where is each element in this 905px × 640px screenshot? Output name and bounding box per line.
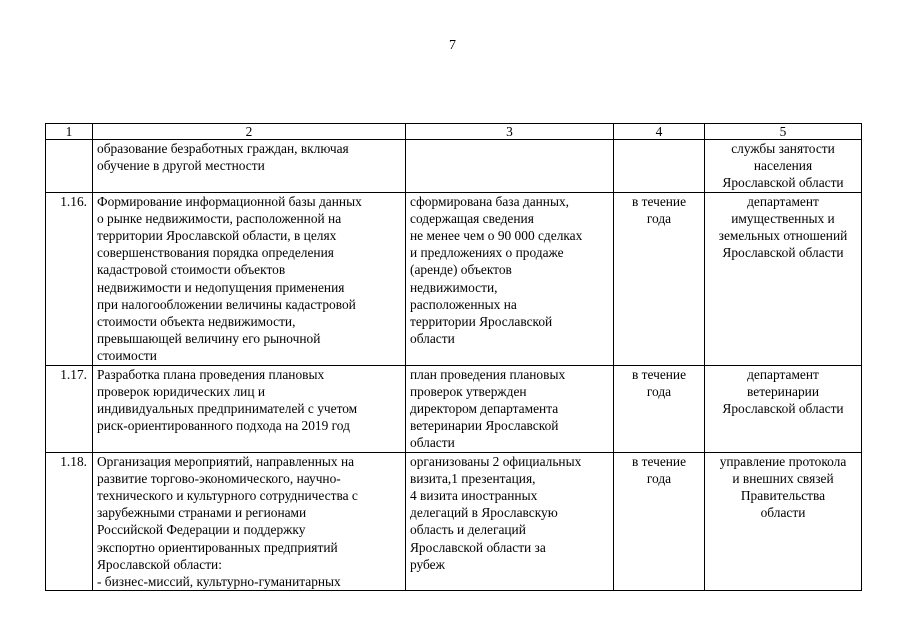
- term-cell: [614, 140, 705, 193]
- text-line: о рынке недвижимости, расположенной на: [97, 210, 342, 226]
- text-line: риск-ориентированного подхода на 2019 год: [97, 418, 350, 434]
- text-line: сформирована база данных,: [410, 193, 570, 209]
- text-line: области: [410, 435, 455, 451]
- text-line: Ярославской области: [722, 175, 844, 191]
- header-cell: 4: [614, 124, 705, 140]
- text-line: экспортно ориентированных предприятий: [97, 539, 338, 555]
- header-cell: 1: [46, 124, 93, 140]
- text-line: (аренде) объектов: [410, 262, 512, 278]
- text-line: Ярославской области: [722, 401, 844, 417]
- text-line: Формирование информационной базы данных: [97, 193, 362, 209]
- text-line: территории Ярославской: [410, 314, 553, 330]
- text-line: года: [646, 470, 672, 486]
- term-cell: [614, 452, 705, 591]
- text-line: технического и культурного сотрудничества с: [97, 488, 358, 504]
- text-line: стоимости объекта недвижимости,: [97, 314, 296, 330]
- text-line: индивидуальных предпринимателей с учетом: [97, 401, 358, 417]
- text-line: области: [410, 331, 455, 347]
- measure-name-cell: [93, 365, 406, 452]
- text-line: Организация мероприятий, направленных на: [97, 453, 355, 469]
- responsible-cell: [705, 452, 862, 591]
- text-line: Ярославской области:: [97, 556, 222, 572]
- text-line: проверок утвержден: [410, 383, 527, 399]
- text-line: зарубежными странами и регионами: [97, 505, 307, 521]
- table-row: [46, 452, 862, 591]
- text-line: управление протокола: [719, 453, 847, 469]
- text-line: департамент: [747, 193, 819, 209]
- text-line: года: [646, 383, 672, 399]
- header-cell: 3: [406, 124, 614, 140]
- row-number: 1.17.: [46, 365, 93, 452]
- result-cell: [406, 140, 614, 193]
- table-header-row: [46, 124, 862, 140]
- responsible-cell: [705, 140, 862, 193]
- text-line: Российской Федерации и поддержку: [97, 522, 306, 538]
- text-line: область и делегаций: [410, 522, 526, 538]
- text-line: ветеринарии Ярославской: [410, 418, 559, 434]
- text-line: рубеж: [410, 556, 445, 572]
- responsible-cell: [705, 365, 862, 452]
- text-line: обучение в другой местности: [97, 158, 265, 174]
- text-line: организованы 2 официальных: [410, 453, 582, 469]
- text-line: Ярославской области: [722, 245, 844, 261]
- header-cell: 5: [705, 124, 862, 140]
- text-line: кадастровой стоимости объектов: [97, 262, 286, 278]
- table-row: [46, 140, 862, 193]
- text-line: превышающей величину его рыночной: [97, 331, 321, 347]
- text-line: недвижимости и недопущения применения: [97, 279, 345, 295]
- row-number: [46, 140, 93, 193]
- text-line: в течение: [631, 453, 687, 469]
- text-line: стоимости: [97, 348, 157, 364]
- text-line: Правительства: [740, 488, 826, 504]
- header-cell: 2: [93, 124, 406, 140]
- text-line: 4 визита иностранных: [410, 488, 538, 504]
- text-line: план проведения плановых: [410, 366, 566, 382]
- text-line: расположенных на: [410, 296, 517, 312]
- text-line: проверок юридических лиц и: [97, 383, 266, 399]
- text-line: - бизнес-миссий, культурно-гуманитарных: [97, 574, 341, 590]
- text-line: имущественных и: [731, 210, 835, 226]
- result-cell: [406, 452, 614, 591]
- text-line: образование безработных граждан, включая: [97, 141, 349, 156]
- text-line: при налогообложении величины кадастровой: [97, 296, 356, 312]
- text-line: департамент: [747, 366, 819, 382]
- term-cell: [614, 192, 705, 365]
- row-number: 1.18.: [46, 452, 93, 591]
- text-line: делегаций в Ярославскую: [410, 505, 558, 521]
- text-line: развитие торгово-экономического, научно-: [97, 470, 341, 486]
- term-cell: [614, 365, 705, 452]
- table-row: [46, 365, 862, 452]
- text-line: области: [760, 505, 806, 521]
- text-line: населения: [753, 158, 813, 174]
- text-line: в течение: [631, 366, 687, 382]
- text-line: содержащая сведения: [410, 210, 534, 226]
- text-line: визита,1 презентация,: [410, 470, 536, 486]
- table-row: [46, 192, 862, 365]
- result-cell: [406, 192, 614, 365]
- text-line: совершенствования порядка определения: [97, 245, 334, 261]
- text-line: недвижимости,: [410, 279, 498, 295]
- row-number: 1.16.: [46, 192, 93, 365]
- text-line: Разработка плана проведения плановых: [97, 366, 325, 382]
- measure-name-cell: [93, 140, 406, 193]
- responsible-cell: [705, 192, 862, 365]
- text-line: директором департамента: [410, 401, 559, 417]
- text-line: службы занятости: [731, 141, 835, 156]
- text-line: Ярославской области за: [410, 539, 546, 555]
- result-cell: [406, 365, 614, 452]
- measure-name-cell: [93, 452, 406, 591]
- page-number: 7: [449, 38, 456, 53]
- text-line: и внешних связей: [732, 470, 834, 486]
- text-line: ветеринарии: [747, 383, 819, 399]
- text-line: года: [646, 210, 672, 226]
- measure-name-cell: [93, 192, 406, 365]
- text-line: территории Ярославской области, в целях: [97, 228, 337, 244]
- plan-table: [45, 123, 862, 591]
- text-line: земельных отношений: [718, 228, 848, 244]
- text-line: не менее чем о 90 000 сделках: [410, 228, 583, 244]
- text-line: в течение: [631, 193, 687, 209]
- text-line: и предложениях о продаже: [410, 245, 564, 261]
